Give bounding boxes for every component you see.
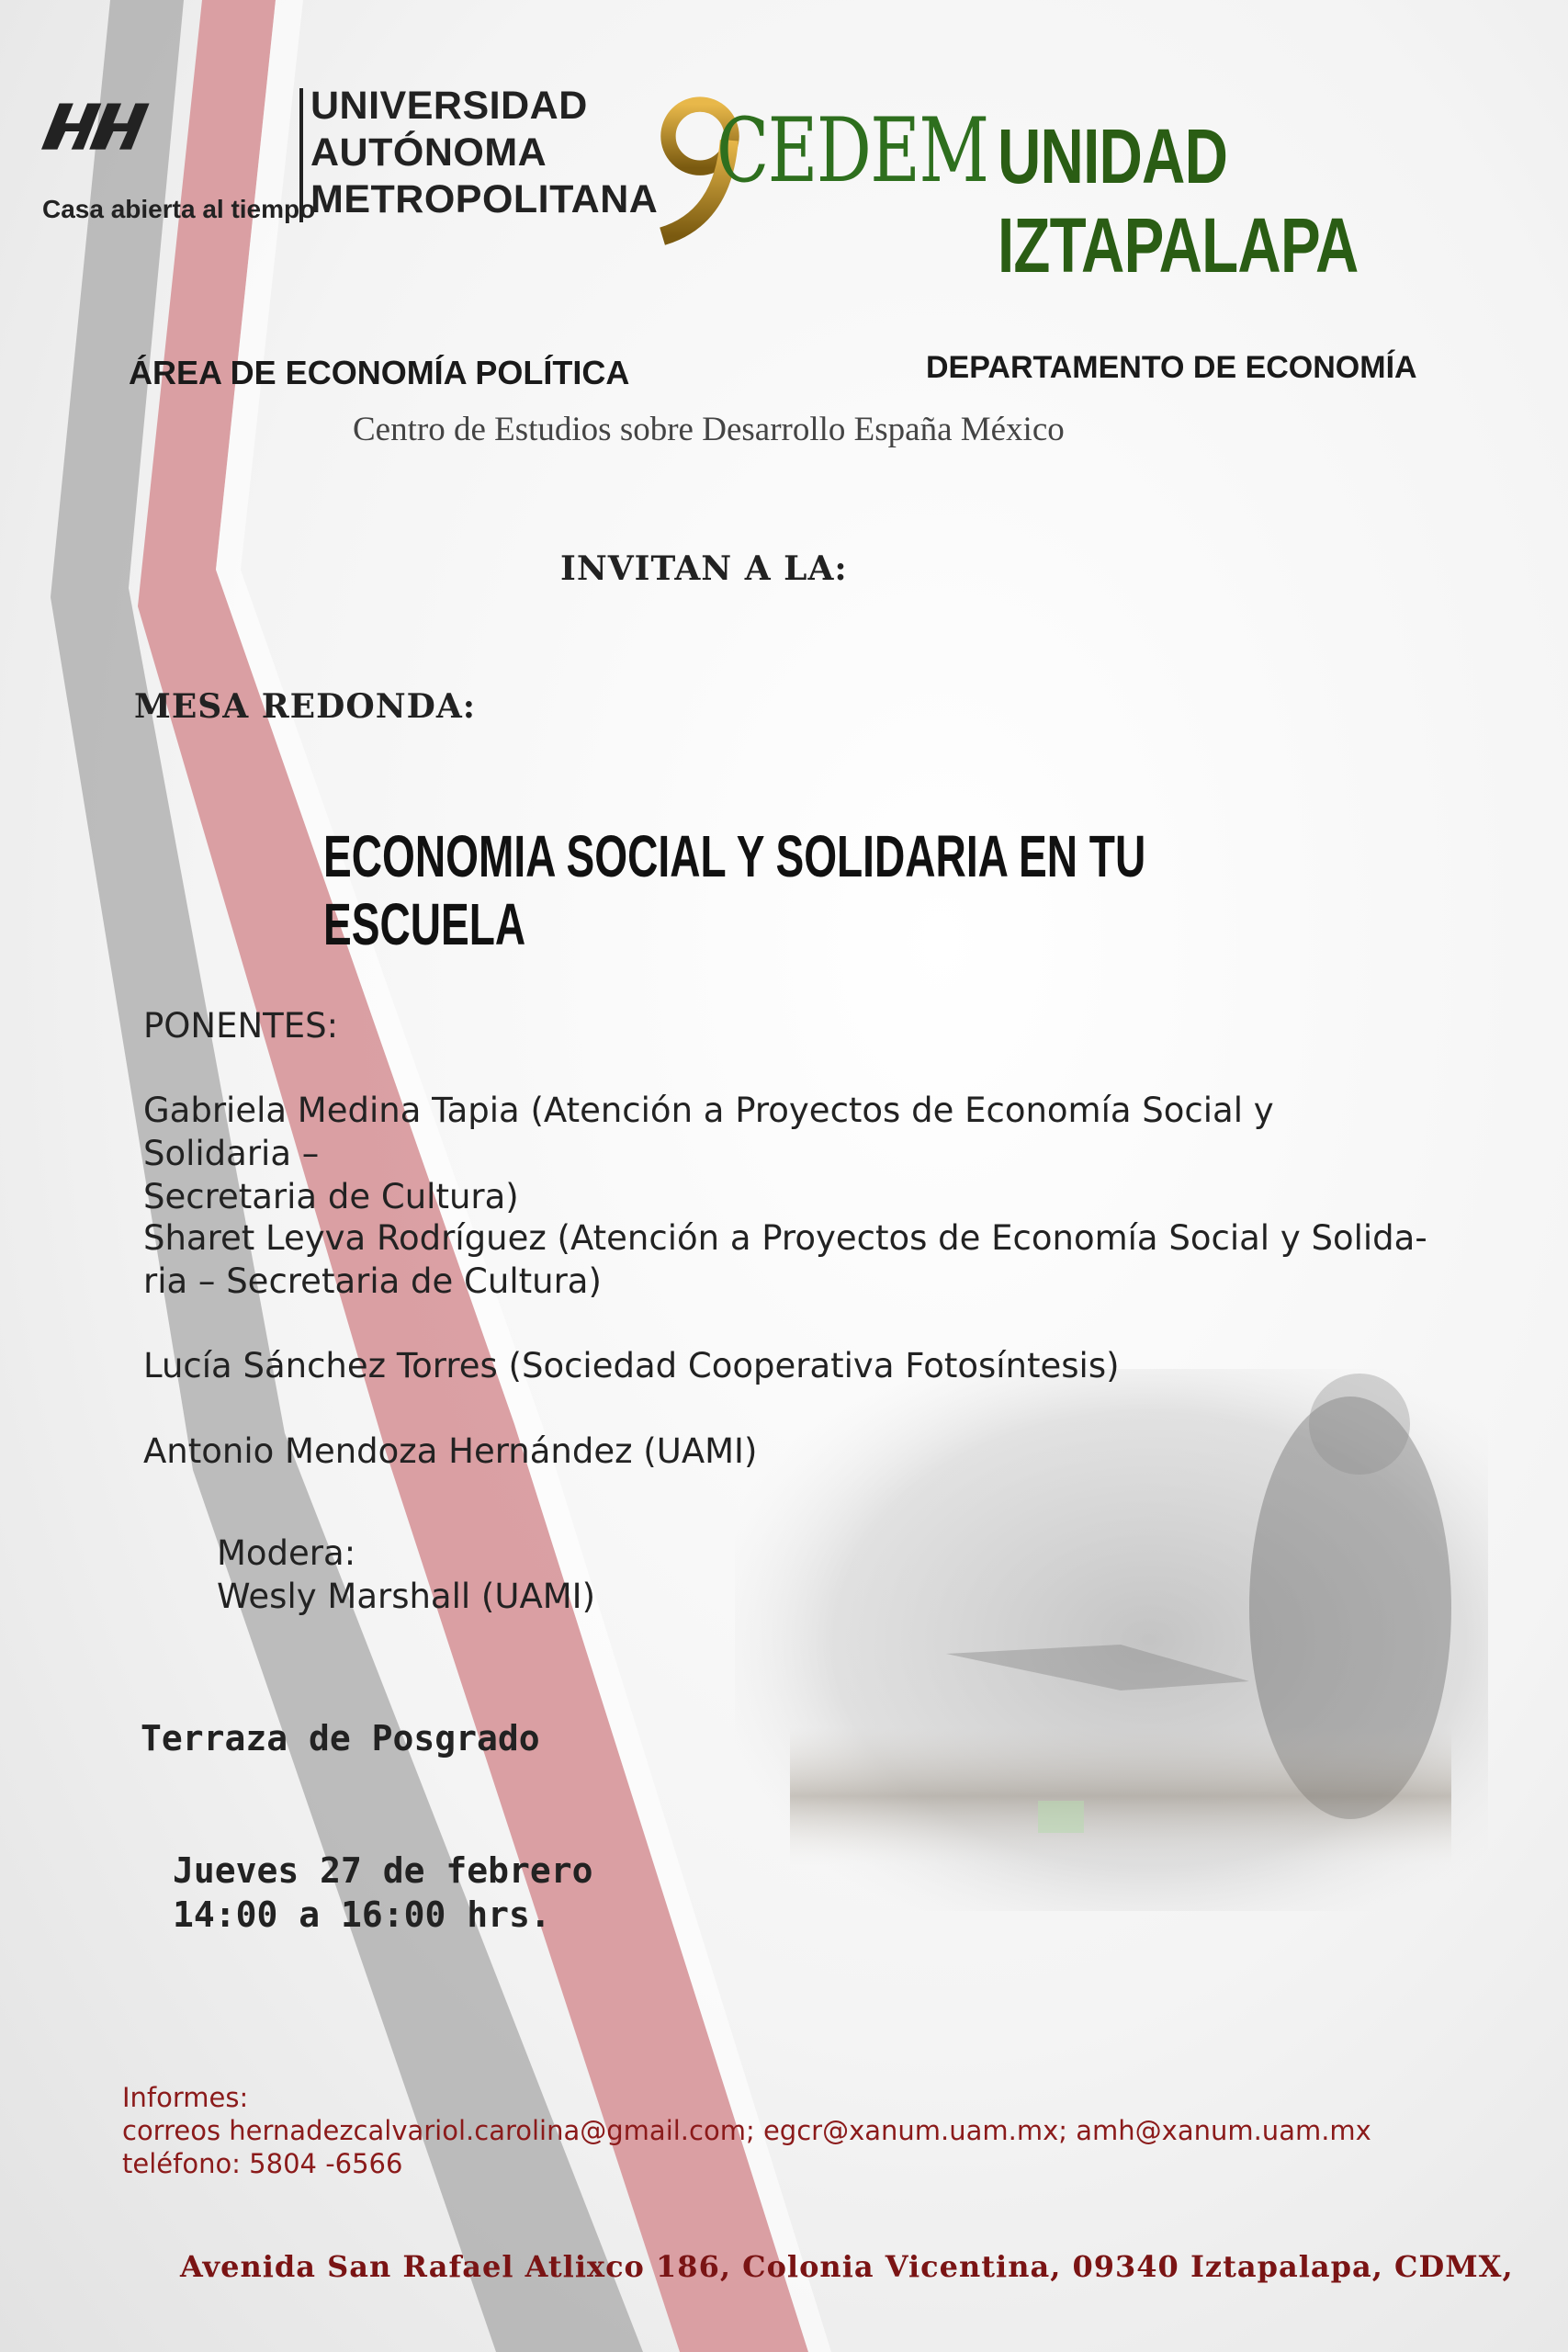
uam-logo-mark xyxy=(41,85,289,190)
ponente-item xyxy=(143,1216,1429,1303)
departamento-economia: DEPARTAMENTO DE ECONOMÍA xyxy=(926,350,1417,385)
cedem-wordmark: CEDEM xyxy=(716,99,988,202)
event-datetime xyxy=(173,1849,593,1937)
ponente-line: Secretaria de Cultura) xyxy=(143,1177,519,1216)
invitan-heading: INVITAN A LA: xyxy=(560,549,848,588)
ponente-line: Sharet Leyva Rodríguez (Atención a Proyectos de Economía Social y Solida- xyxy=(143,1218,1427,1258)
university-name-line: UNIVERSIDAD xyxy=(310,84,588,128)
informes-phone: teléfono: 5804 -6566 xyxy=(122,2148,403,2179)
informes-block xyxy=(122,2081,1371,2180)
ponentes-label: PONENTES: xyxy=(143,1006,339,1046)
venue-address: Avenida San Rafael Atlixco 186, Colonia Vicentina, 09340 Iztapalapa, CDMX, xyxy=(180,2249,1514,2284)
ponente-line: Antonio Mendoza Hernández (UAMI) xyxy=(143,1431,758,1471)
ponente-item xyxy=(143,1089,1429,1218)
event-time: 14:00 a 16:00 hrs. xyxy=(173,1894,551,1935)
unidad-iztapalapa: UNIDAD IZTAPALAPA xyxy=(998,113,1359,288)
event-type: MESA REDONDA: xyxy=(134,687,477,726)
ponente-item xyxy=(143,1344,1429,1387)
event-date: Jueves 27 de febrero xyxy=(173,1850,593,1891)
centro-estudios: Centro de Estudios sobre Desarrollo España México xyxy=(353,411,1065,448)
event-location: Terraza de Posgrado xyxy=(141,1718,540,1758)
ponente-line: ria – Secretaria de Cultura) xyxy=(143,1261,602,1301)
university-name-line: AUTÓNOMA xyxy=(310,130,547,175)
moderador-name: Wesly Marshall (UAMI) xyxy=(217,1577,596,1616)
ponente-line: Gabriela Medina Tapia (Atención a Proyectos de Economía Social y Solidaria – xyxy=(143,1091,1274,1173)
uam-tagline: Casa abierta al tiempo xyxy=(42,195,316,223)
moderador-label: Modera: xyxy=(217,1533,356,1573)
informes-label: Informes: xyxy=(122,2082,249,2113)
university-name-line: METROPOLITANA xyxy=(310,177,659,221)
area-economia-politica: ÁREA DE ECONOMÍA POLÍTICA xyxy=(129,354,630,391)
university-name xyxy=(310,83,658,223)
event-title: ECONOMIA SOCIAL Y SOLIDARIA EN TU ESCUELA xyxy=(323,823,1146,957)
moderador xyxy=(217,1532,595,1618)
ponente-item xyxy=(143,1430,1429,1473)
ponente-line: Lucía Sánchez Torres (Sociedad Cooperativa Fotosíntesis) xyxy=(143,1346,1120,1385)
informes-emails: correos hernadezcalvariol.carolina@gmail.com; egcr@xanum.uam.mx; amh@xanum.uam.mx xyxy=(122,2115,1371,2146)
